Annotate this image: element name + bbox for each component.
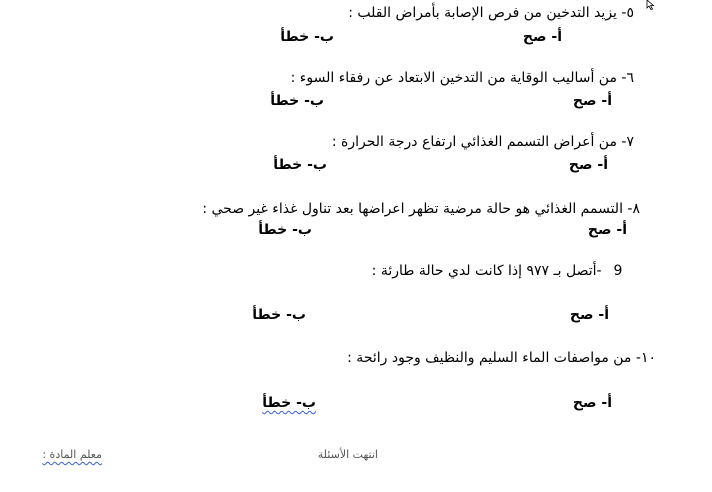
option-false[interactable]: ب- خطأ [258,222,312,238]
option-true[interactable]: أ- صح [587,222,627,238]
question-text: التسمم الغذائي هو حالة مرضية تظهر اعراضها بعد تناول غذاء غير صحي : [202,201,623,217]
question-9 [372,262,630,280]
option-false[interactable]: ب- خطأ [280,29,334,45]
question-8 [202,200,640,218]
question-number: ٧- [621,134,634,150]
end-of-questions: انتهت الأسئلة [317,448,378,461]
teacher-label: معلم المادة : [42,448,102,461]
option-false[interactable]: ب- خطأ [262,395,316,411]
question-number: 9 [613,263,623,279]
option-true[interactable]: أ- صح [569,307,609,323]
question-5 [348,4,634,22]
mouse-cursor-icon [646,0,658,10]
option-true[interactable]: أ- صح [522,29,562,45]
question-number: ٥- [621,5,634,21]
option-true[interactable]: أ- صح [568,157,608,173]
question-number: ٦- [621,70,634,86]
question-7 [332,133,634,151]
option-false[interactable]: ب- خطأ [273,157,327,173]
question-10 [347,349,656,367]
option-true[interactable]: أ- صح [572,395,612,411]
option-true[interactable]: أ- صح [572,93,612,109]
question-6 [291,69,634,87]
question-text: من أساليب الوقاية من التدخين الابتعاد عن رفقاء السوء : [290,70,617,86]
question-text: من أعراض التسمم الغذائي ارتفاع درجة الحرارة : [331,134,617,150]
question-number: ١٠- [635,350,656,366]
question-text: من مواصفات الماء السليم والنظيف وجود رائحة : [347,350,632,366]
option-false[interactable]: ب- خطأ [252,307,306,323]
question-text: يزيد التدخين من فرص الإصابة بأمراض القلب : [348,5,617,21]
option-false[interactable]: ب- خطأ [270,93,324,109]
question-number: ٨- [627,201,640,217]
question-text: -أتصل بـ ٩٧٧ إذا كانت لدي حالة طارئة : [371,263,602,279]
